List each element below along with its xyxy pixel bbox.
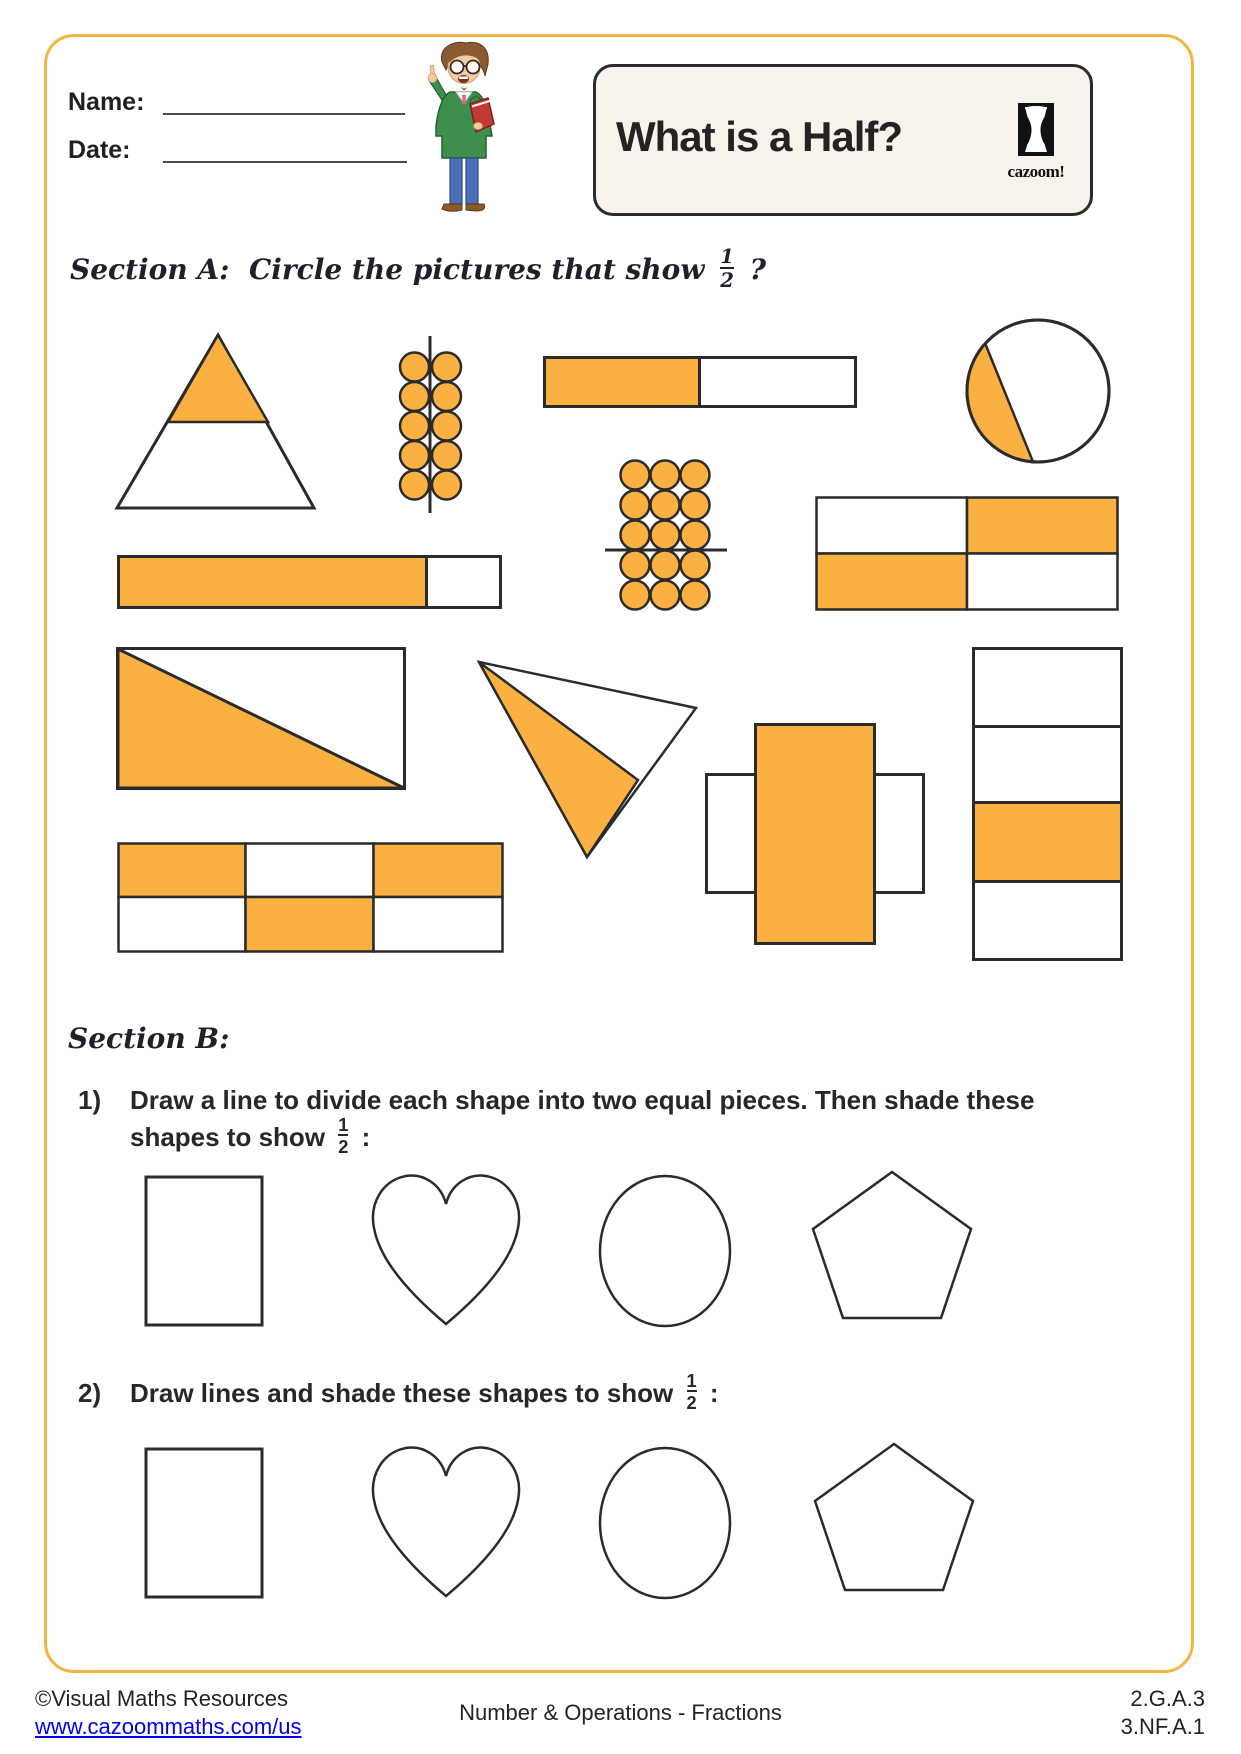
question-1-number: 1)	[78, 1085, 102, 1115]
figure-rectangle-diagonal-half	[116, 647, 406, 795]
cazoom-logo-wordmark: cazoom!	[1007, 162, 1065, 181]
name-label: Name:	[68, 88, 145, 116]
section-a-label: Section A:	[70, 253, 230, 287]
fraction-one-half: $\frac{1}{2}$	[338, 1114, 349, 1158]
page-title: What is a Half?	[616, 113, 903, 160]
shape-circle	[597, 1445, 733, 1606]
footer-standard-1: 2.G.A.3	[1130, 1686, 1205, 1711]
shape-pentagon	[810, 1440, 978, 1599]
shape-heart	[360, 1442, 532, 1607]
figure-bar-four-fifths-shaded	[117, 555, 502, 614]
date-line	[163, 161, 407, 163]
figure-overlapping-rectangles	[700, 717, 932, 955]
figure-circle-segment-shaded	[962, 315, 1114, 472]
section-b-heading: Section B:	[68, 1022, 230, 1055]
question-2-text: Draw lines and shade these shapes to show $\frac{1}{2}$ :	[130, 1371, 719, 1414]
figure-strip-column-one-shaded	[972, 647, 1123, 967]
fraction-one-half: $\frac{1}{2}$	[686, 1371, 697, 1414]
name-line	[163, 113, 405, 115]
figure-triangle-top-shaded	[110, 328, 320, 519]
figure-narrow-triangle-shaded	[468, 654, 708, 871]
cazoom-logo-mark-icon	[1018, 143, 1054, 160]
question-2-number: 2)	[78, 1378, 102, 1408]
footer-copyright: ©Visual Maths Resources	[35, 1686, 289, 1711]
shape-square	[144, 1175, 264, 1332]
figure-checkerboard-2x3	[117, 842, 504, 958]
fraction-one-half: $\frac{1}{2}$	[720, 245, 734, 292]
section-a-prompt: Circle the pictures that show	[249, 253, 705, 287]
shape-circle	[597, 1173, 733, 1334]
shape-pentagon	[808, 1168, 976, 1327]
section-a-suffix: ?	[749, 253, 766, 287]
figure-bar-half-shaded	[543, 356, 857, 413]
footer-link[interactable]: www.cazoommaths.com/us	[35, 1714, 302, 1739]
footer-standard-2: 3.NF.A.1	[1120, 1714, 1205, 1739]
title-box	[593, 64, 1093, 216]
figure-counters-horizontal-split	[603, 453, 729, 620]
date-label: Date:	[68, 136, 131, 164]
shape-square	[144, 1447, 264, 1604]
shape-heart	[360, 1170, 532, 1335]
figure-counters-vertical-split	[383, 332, 479, 521]
figure-checkerboard-2x2	[815, 496, 1119, 616]
section-a-heading	[70, 245, 766, 293]
cazoom-logo	[1000, 103, 1072, 182]
teacher-illustration	[412, 40, 512, 225]
footer-category: Number & Operations - Fractions	[459, 1700, 782, 1725]
question-1-text: Draw a line to divide each shape into two equal pieces. Then shade these shapes to show $\frac{1}{2}$ :	[130, 1085, 1035, 1158]
